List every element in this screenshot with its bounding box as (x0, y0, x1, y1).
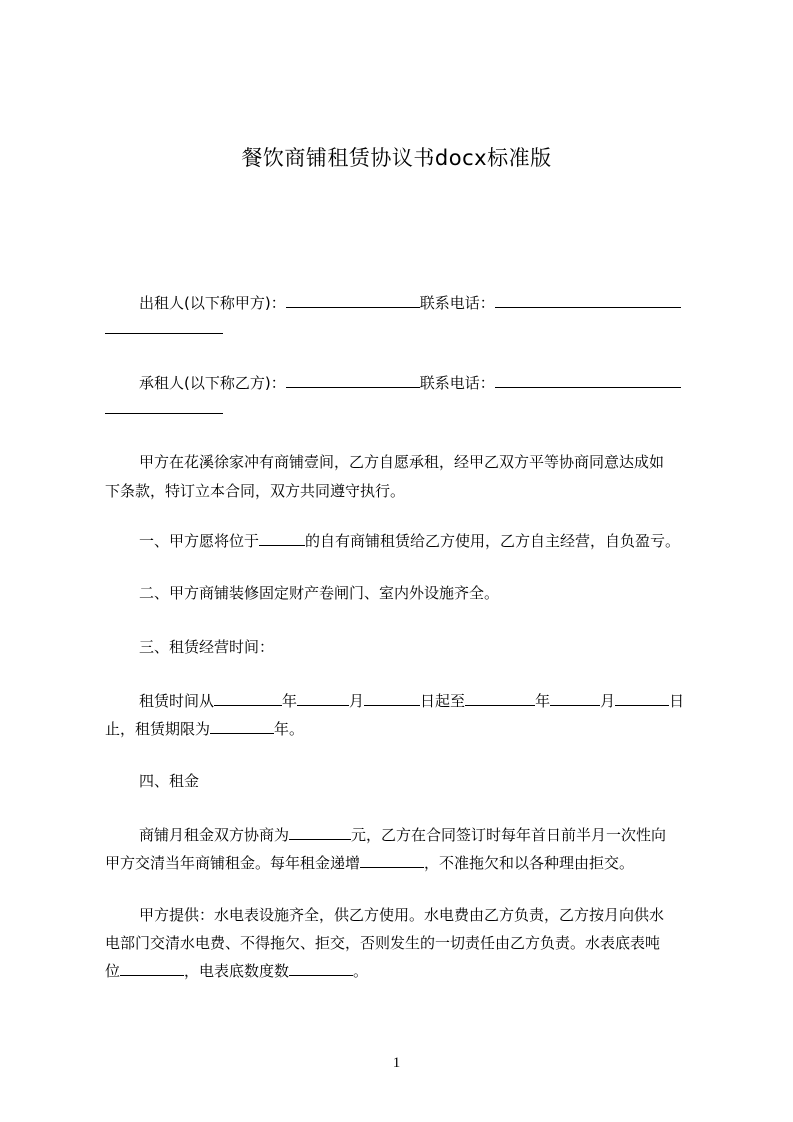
page-number: 1 (392, 1055, 401, 1071)
rent-suffix: 元，乙方在合同签订时每年首日前半月一次性向 (351, 826, 667, 844)
month-label: 月 (349, 692, 365, 710)
document-title: 餐饮商铺租赁协议书docx标准版 (241, 146, 552, 170)
location-blank[interactable] (259, 530, 305, 546)
water-meter-blank[interactable] (120, 960, 184, 976)
lessor-name-blank[interactable] (286, 292, 420, 308)
rent-prefix: 商铺月租金双方协商为 (139, 826, 290, 844)
term-period-suffix: 年。 (274, 720, 305, 738)
lessee-line (139, 372, 681, 393)
lessee-line-cont (105, 398, 223, 419)
lessee-phone-blank[interactable] (495, 372, 681, 388)
utilities-end: 。 (353, 962, 369, 980)
intro-line-1: 甲方在花溪徐家冲有商铺壹间，乙方自愿承租，经甲乙双方平等协商同意达成如 (139, 453, 665, 471)
rent-line-2 (105, 852, 634, 873)
rent-increase-suffix: ，不准拖欠和以各种理由拒交。 (424, 854, 635, 872)
month-label-2: 月 (600, 692, 616, 710)
term-years-blank[interactable] (210, 718, 274, 734)
monthly-rent-blank[interactable] (289, 824, 351, 840)
utilities-line-1: 甲方提供：水电表设施齐全，供乙方使用。水电费由乙方负责，乙方按月向供水 (139, 906, 665, 924)
rent-line-1 (139, 824, 666, 845)
lessee-phone-label: 联系电话： (419, 374, 495, 392)
lessor-line (139, 292, 681, 313)
end-day-blank[interactable] (615, 690, 669, 706)
electric-meter-blank[interactable] (289, 960, 353, 976)
clause-2: 二、甲方商铺装修固定财产卷闸门、室内外设施齐全。 (139, 584, 500, 602)
rent-increase-blank[interactable] (360, 852, 424, 868)
lessee-phone-blank-cont[interactable] (105, 398, 223, 414)
term-from-label: 租赁时间从 (139, 692, 215, 710)
rent-increase-prefix: 甲方交清当年商铺租金。每年租金递增 (105, 854, 361, 872)
end-year-blank[interactable] (465, 690, 535, 706)
clause-1-prefix: 一、甲方愿将位于 (139, 532, 260, 550)
lessor-line-cont (105, 318, 223, 339)
water-meter-label: 位 (105, 962, 121, 980)
intro-line-2: 下条款，特订立本合同，双方共同遵守执行。 (105, 482, 406, 500)
start-month-blank[interactable] (297, 690, 349, 706)
utilities-line-2: 电部门交清水电费、不得拖欠、拒交，否则发生的一切责任由乙方负责。水表底表吨 (105, 934, 661, 952)
lessee-name-blank[interactable] (286, 372, 420, 388)
electric-meter-label: ，电表底数度数 (184, 962, 290, 980)
lessor-label: 出租人(以下称甲方)： (139, 294, 286, 312)
clause-1 (139, 530, 680, 551)
term-line-1 (139, 690, 684, 711)
lessee-label: 承租人(以下称乙方)： (139, 374, 286, 392)
lessor-phone-blank[interactable] (495, 292, 681, 308)
day-label: 日 (669, 692, 685, 710)
utilities-line-3 (105, 960, 368, 981)
lessor-phone-blank-cont[interactable] (105, 318, 223, 334)
start-day-blank[interactable] (364, 690, 420, 706)
term-period-label: 止，租赁期限为 (105, 720, 211, 738)
year-label-2: 年 (535, 692, 551, 710)
year-label: 年 (282, 692, 298, 710)
end-month-blank[interactable] (550, 690, 600, 706)
clause-1-suffix: 的自有商铺租赁给乙方使用，乙方自主经营，自负盈亏。 (305, 532, 681, 550)
clause-4: 四、租金 (139, 772, 200, 790)
day-from-label: 日起至 (420, 692, 466, 710)
start-year-blank[interactable] (214, 690, 282, 706)
lessor-phone-label: 联系电话： (419, 294, 495, 312)
clause-3: 三、租赁经营时间： (139, 638, 275, 656)
term-line-2 (105, 718, 304, 739)
